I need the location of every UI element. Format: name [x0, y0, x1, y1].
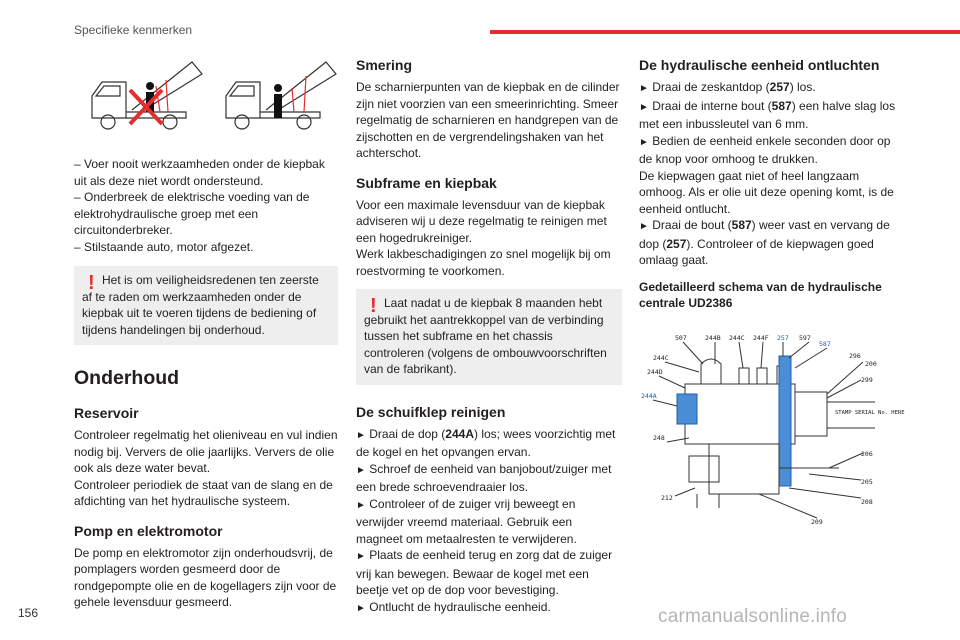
heading-schema: Gedetailleerd schema van de hydraulische centrale UD2386 [639, 279, 882, 310]
column-1 [74, 56, 338, 611]
arrow-icon: ► [356, 602, 366, 614]
footer-watermark: carmanualsonline.info [658, 606, 848, 627]
diagram-label: 248 [653, 433, 665, 442]
step-item: ► Bedien de eenheid enkele seconden door op de knop voor omhoog te drukken. [639, 133, 891, 166]
diagram-label: 597 [799, 333, 811, 342]
arrow-icon: ► [356, 499, 366, 511]
paragraph: De pomp en elektromotor zijn onderhoudsvrij, de pomplagers worden gesmeerd door de rondgepompte olie en de kogellagers zijn voor de gehele levensduur gesmeerd. [74, 545, 337, 609]
diagram-label: 244F [753, 333, 769, 342]
step-item: ► Controleer of de zuiger vrij beweegt en verwijder vreemd materiaal. Gebruik een magneet om metaalresten te verwijderen. [356, 496, 577, 546]
warning-text: Laat nadat u de kiepbak 8 maanden hebt gebruikt het aantrekkoppel van de verbinding tussen het subframe en het chassis controleren (volgens de ombouwvoorschriften van de fabrikant). [364, 296, 607, 376]
paragraph: Controleer regelmatig het olieniveau en vul indien nodig bij. Ververs de olie jaarlijks. Ververs de olie ook als deze water bevat. [74, 428, 338, 475]
diagram-label: 299 [861, 375, 873, 384]
section-title-onderhoud: Onderhoud [74, 367, 180, 389]
diagram-label: 587 [819, 339, 831, 348]
warning-box [74, 266, 338, 345]
diagram-label: 244C [729, 333, 745, 342]
person-icon [274, 84, 282, 118]
diagram-label: 244B [705, 333, 721, 342]
diagram-label: 209 [811, 517, 823, 526]
diagram-label: 244A [641, 391, 657, 400]
bullet-item: – Stilstaande auto, motor afgezet. [74, 239, 254, 254]
tipper-illustration [74, 56, 338, 140]
column-3 [639, 56, 905, 528]
paragraph: De kiepwagen gaat niet of heel langzaam omhoog. Als er olie uit deze opening komt, is de eenheid ontlucht. [639, 168, 894, 216]
diagram-label: 244D [647, 367, 663, 376]
diagram-label: 212 [661, 493, 673, 502]
heading-ontluchten: De hydraulische eenheid ontluchten [639, 57, 880, 73]
paragraph: Voor een maximale levensduur van de kiepbak adviseren wij u deze regelmatig te reinigen met een hogedrukreiniger. [356, 197, 607, 245]
heading-pomp: Pomp en elektromotor [74, 522, 223, 539]
diagram-label: 257 [777, 333, 789, 342]
step-item: ► Ontlucht de hydraulische eenheid. [356, 599, 551, 614]
heading-subframe: Subframe en kiepbak [356, 174, 497, 191]
arrow-icon: ► [639, 83, 649, 94]
arrow-icon: ► [356, 429, 366, 441]
step-item: ► Draai de zeskantdop (257) los. [639, 80, 816, 94]
warning-icon: ! [88, 272, 95, 294]
running-header: Specifieke kenmerken [74, 23, 193, 37]
arrow-icon: ► [639, 136, 649, 148]
step-item: ► Schroef de eenheid van banjobout/zuiger met een brede schroevendraaier los. [356, 461, 612, 494]
arrow-icon: ► [356, 464, 366, 476]
diagram-label: 206 [861, 449, 873, 458]
paragraph: Werk lakbeschadigingen zo snel mogelijk bij om roestvorming te voorkomen. [356, 247, 611, 278]
heading-smering: Smering [356, 57, 413, 73]
hydraulic-unit-diagram [639, 328, 905, 528]
heading-schuifklep: De schuifklep reinigen [356, 403, 506, 420]
step-item: ► Plaats de eenheid terug en zorg dat de zuiger vrij kan bewegen. Bewaar de kogel met een beetje vet op de dop voor bevestiging. [356, 548, 613, 597]
warning-icon: ! [370, 295, 377, 317]
stamp-text: STAMP SERIAL No. HERE [835, 409, 905, 416]
step-item: ► Draai de bout (587) weer vast en vervang de dop (257). Controleer of de kiepwagen goed omlaag gaat. [639, 218, 890, 267]
header-accent-bar [490, 30, 960, 34]
bullet-item: – Onderbreek de elektrische voeding van de elektrohydraulische groep met een circuitonderbreker. [74, 190, 310, 237]
step-item: ► Draai de dop (244A) los; wees voorzichtig met de kogel en het opvangen ervan. [356, 426, 616, 459]
diagram-label: 200 [865, 359, 877, 368]
arrow-icon: ► [356, 551, 366, 562]
heading-reservoir: Reservoir [74, 405, 139, 421]
diagram-label: 208 [861, 497, 873, 506]
paragraph: De scharnierpunten van de kiepbak en de cilinder zijn niet voorzien van een smeerinrichting. Smeer regelmatig de scharnieren en handgrepen van de zijschotten en de vergrendelingshaken van het achterschot. [356, 80, 620, 160]
diagram-label: 507 [675, 333, 687, 342]
warning-box [356, 289, 622, 385]
arrow-icon: ► [639, 221, 649, 232]
diagram-label: 205 [861, 477, 873, 486]
paragraph: Controleer periodiek de staat van de slang en de afdichting van het hydraulische systeem. [74, 477, 333, 508]
bullet-item: – Voer nooit werkzaamheden onder de kiepbak uit als deze niet wordt ondersteund. [74, 157, 325, 188]
diagram-label: 244C [653, 353, 669, 362]
warning-text: Het is om veiligheidsredenen ten zeerste af te raden om werkzaamheden onder de kiepbak uit te voeren tijdens de bediening of tijdens handelingen bij onderhoud. [82, 273, 319, 337]
step-item: ► Draai de interne bout (587) een halve slag los met een inbussleutel van 6 mm. [639, 98, 896, 131]
arrow-icon: ► [639, 101, 649, 113]
diagram-label: 296 [849, 351, 861, 360]
column-2 [356, 56, 622, 617]
page-number: 156 [18, 606, 39, 620]
